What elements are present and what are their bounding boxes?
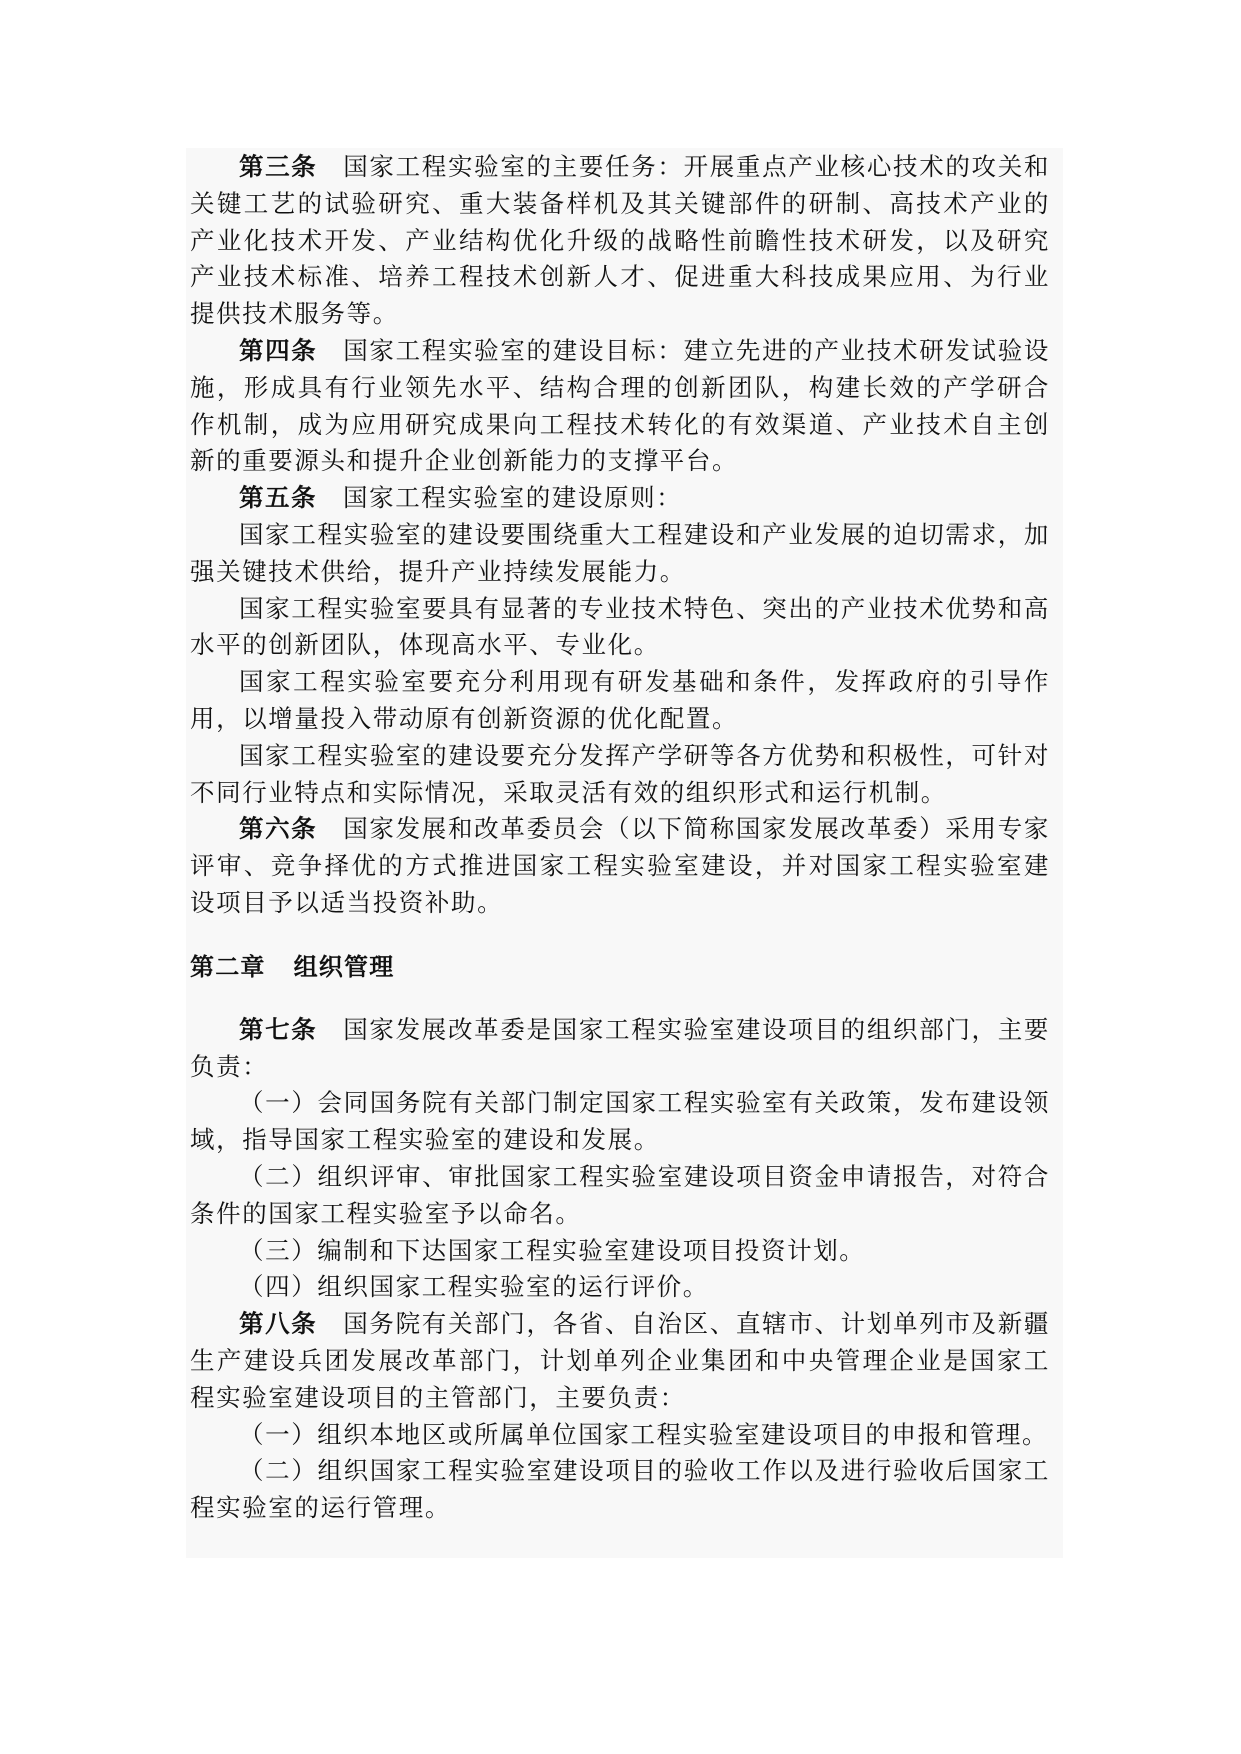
principle-paragraph bbox=[190, 664, 1050, 738]
list-item bbox=[190, 1085, 1050, 1159]
list-item-text: （三）编制和下达国家工程实验室建设项目投资计划。 bbox=[239, 1235, 866, 1265]
article-number: 第三条 bbox=[239, 152, 318, 181]
article-number: 第六条 bbox=[239, 814, 318, 844]
document-body bbox=[190, 149, 1050, 1527]
principle-paragraph bbox=[190, 517, 1050, 591]
list-item bbox=[190, 1159, 1050, 1233]
article-7 bbox=[190, 1012, 1050, 1086]
list-item-text: （四）组织国家工程实验室的运行评价。 bbox=[239, 1272, 709, 1302]
article-6 bbox=[190, 811, 1050, 921]
article-text: 国家发展改革委是国家工程实验室建设项目的组织部门，主要负责： bbox=[190, 1014, 1051, 1081]
paragraph-text: 国家工程实验室的建设要围绕重大工程建设和产业发展的迫切需求，加强关键技术供给，提升产业持续发展能力。 bbox=[190, 519, 1050, 586]
article-number: 第七条 bbox=[239, 1014, 318, 1044]
article-text: 国家发展和改革委员会（以下简称国家发展改革委）采用专家评审、竞争择优的方式推进国家工程实验室建设，并对国家工程实验室建设项目予以适当投资补助。 bbox=[190, 814, 1051, 917]
list-item-text: （一）组织本地区或所属单位国家工程实验室建设项目的申报和管理。 bbox=[239, 1419, 1049, 1449]
list-item bbox=[190, 1417, 1050, 1454]
list-item-text: （二）组织国家工程实验室建设项目的验收工作以及进行验收后国家工程实验室的运行管理。 bbox=[190, 1456, 1050, 1523]
principle-paragraph bbox=[190, 738, 1050, 812]
article-4 bbox=[190, 333, 1050, 480]
list-item-text: （二）组织评审、审批国家工程实验室建设项目资金申请报告，对符合条件的国家工程实验室予以命名。 bbox=[190, 1161, 1050, 1228]
list-item bbox=[190, 1453, 1050, 1527]
chapter-title: 组织管理 bbox=[293, 952, 395, 981]
paragraph-text: 国家工程实验室要充分利用现有研发基础和条件，发挥政府的引导作用，以增量投入带动原有创新资源的优化配置。 bbox=[190, 667, 1050, 733]
article-number: 第五条 bbox=[239, 483, 317, 513]
article-text: 国家工程实验室的建设原则： bbox=[343, 483, 683, 513]
paragraph-text: 国家工程实验室要具有显著的专业技术特色、突出的产业技术优势和高水平的创新团队，体现高水平、专业化。 bbox=[190, 593, 1050, 660]
article-number: 第八条 bbox=[239, 1309, 318, 1339]
chapter-heading bbox=[190, 949, 1050, 985]
principle-paragraph bbox=[190, 591, 1050, 665]
article-text: 国务院有关部门，各省、自治区、直辖市、计划单列市及新疆生产建设兵团发展改革部门，计划单列企业集团和中央管理企业是国家工程实验室建设项目的主管部门，主要负责： bbox=[190, 1309, 1051, 1412]
article-text: 国家工程实验室的建设目标：建立先进的产业技术研发试验设施，形成具有行业领先水平、结构合理的创新团队，构建长效的产学研合作机制，成为应用研究成果向工程技术转化的有效渠道、产业技术自主创新的重要源头和提升企业创新能力的支撑平台。 bbox=[190, 335, 1051, 476]
list-item bbox=[190, 1269, 1050, 1306]
article-5 bbox=[190, 480, 1050, 517]
list-item-text: （一）会同国务院有关部门制定国家工程实验室有关政策，发布建设领域，指导国家工程实验室的建设和发展。 bbox=[190, 1088, 1050, 1155]
article-8 bbox=[190, 1306, 1050, 1416]
list-item bbox=[190, 1233, 1050, 1270]
article-3 bbox=[190, 149, 1050, 333]
article-text: 国家工程实验室的主要任务：开展重点产业核心技术的攻关和关键工艺的试验研究、重大装备样机及其关键部件的研制、高技术产业的产业化技术开发、产业结构优化升级的战略性前瞻性技术研发，以及研究产业技术标准、培养工程技术创新人才、促进重大科技成果应用、为行业提供技术服务等。 bbox=[190, 152, 1051, 329]
article-number: 第四条 bbox=[239, 335, 318, 365]
chapter-number: 第二章 bbox=[190, 952, 266, 981]
paragraph-text: 国家工程实验室的建设要充分发挥产学研等各方优势和积极性，可针对不同行业特点和实际情况，采取灵活有效的组织形式和运行机制。 bbox=[190, 740, 1050, 807]
